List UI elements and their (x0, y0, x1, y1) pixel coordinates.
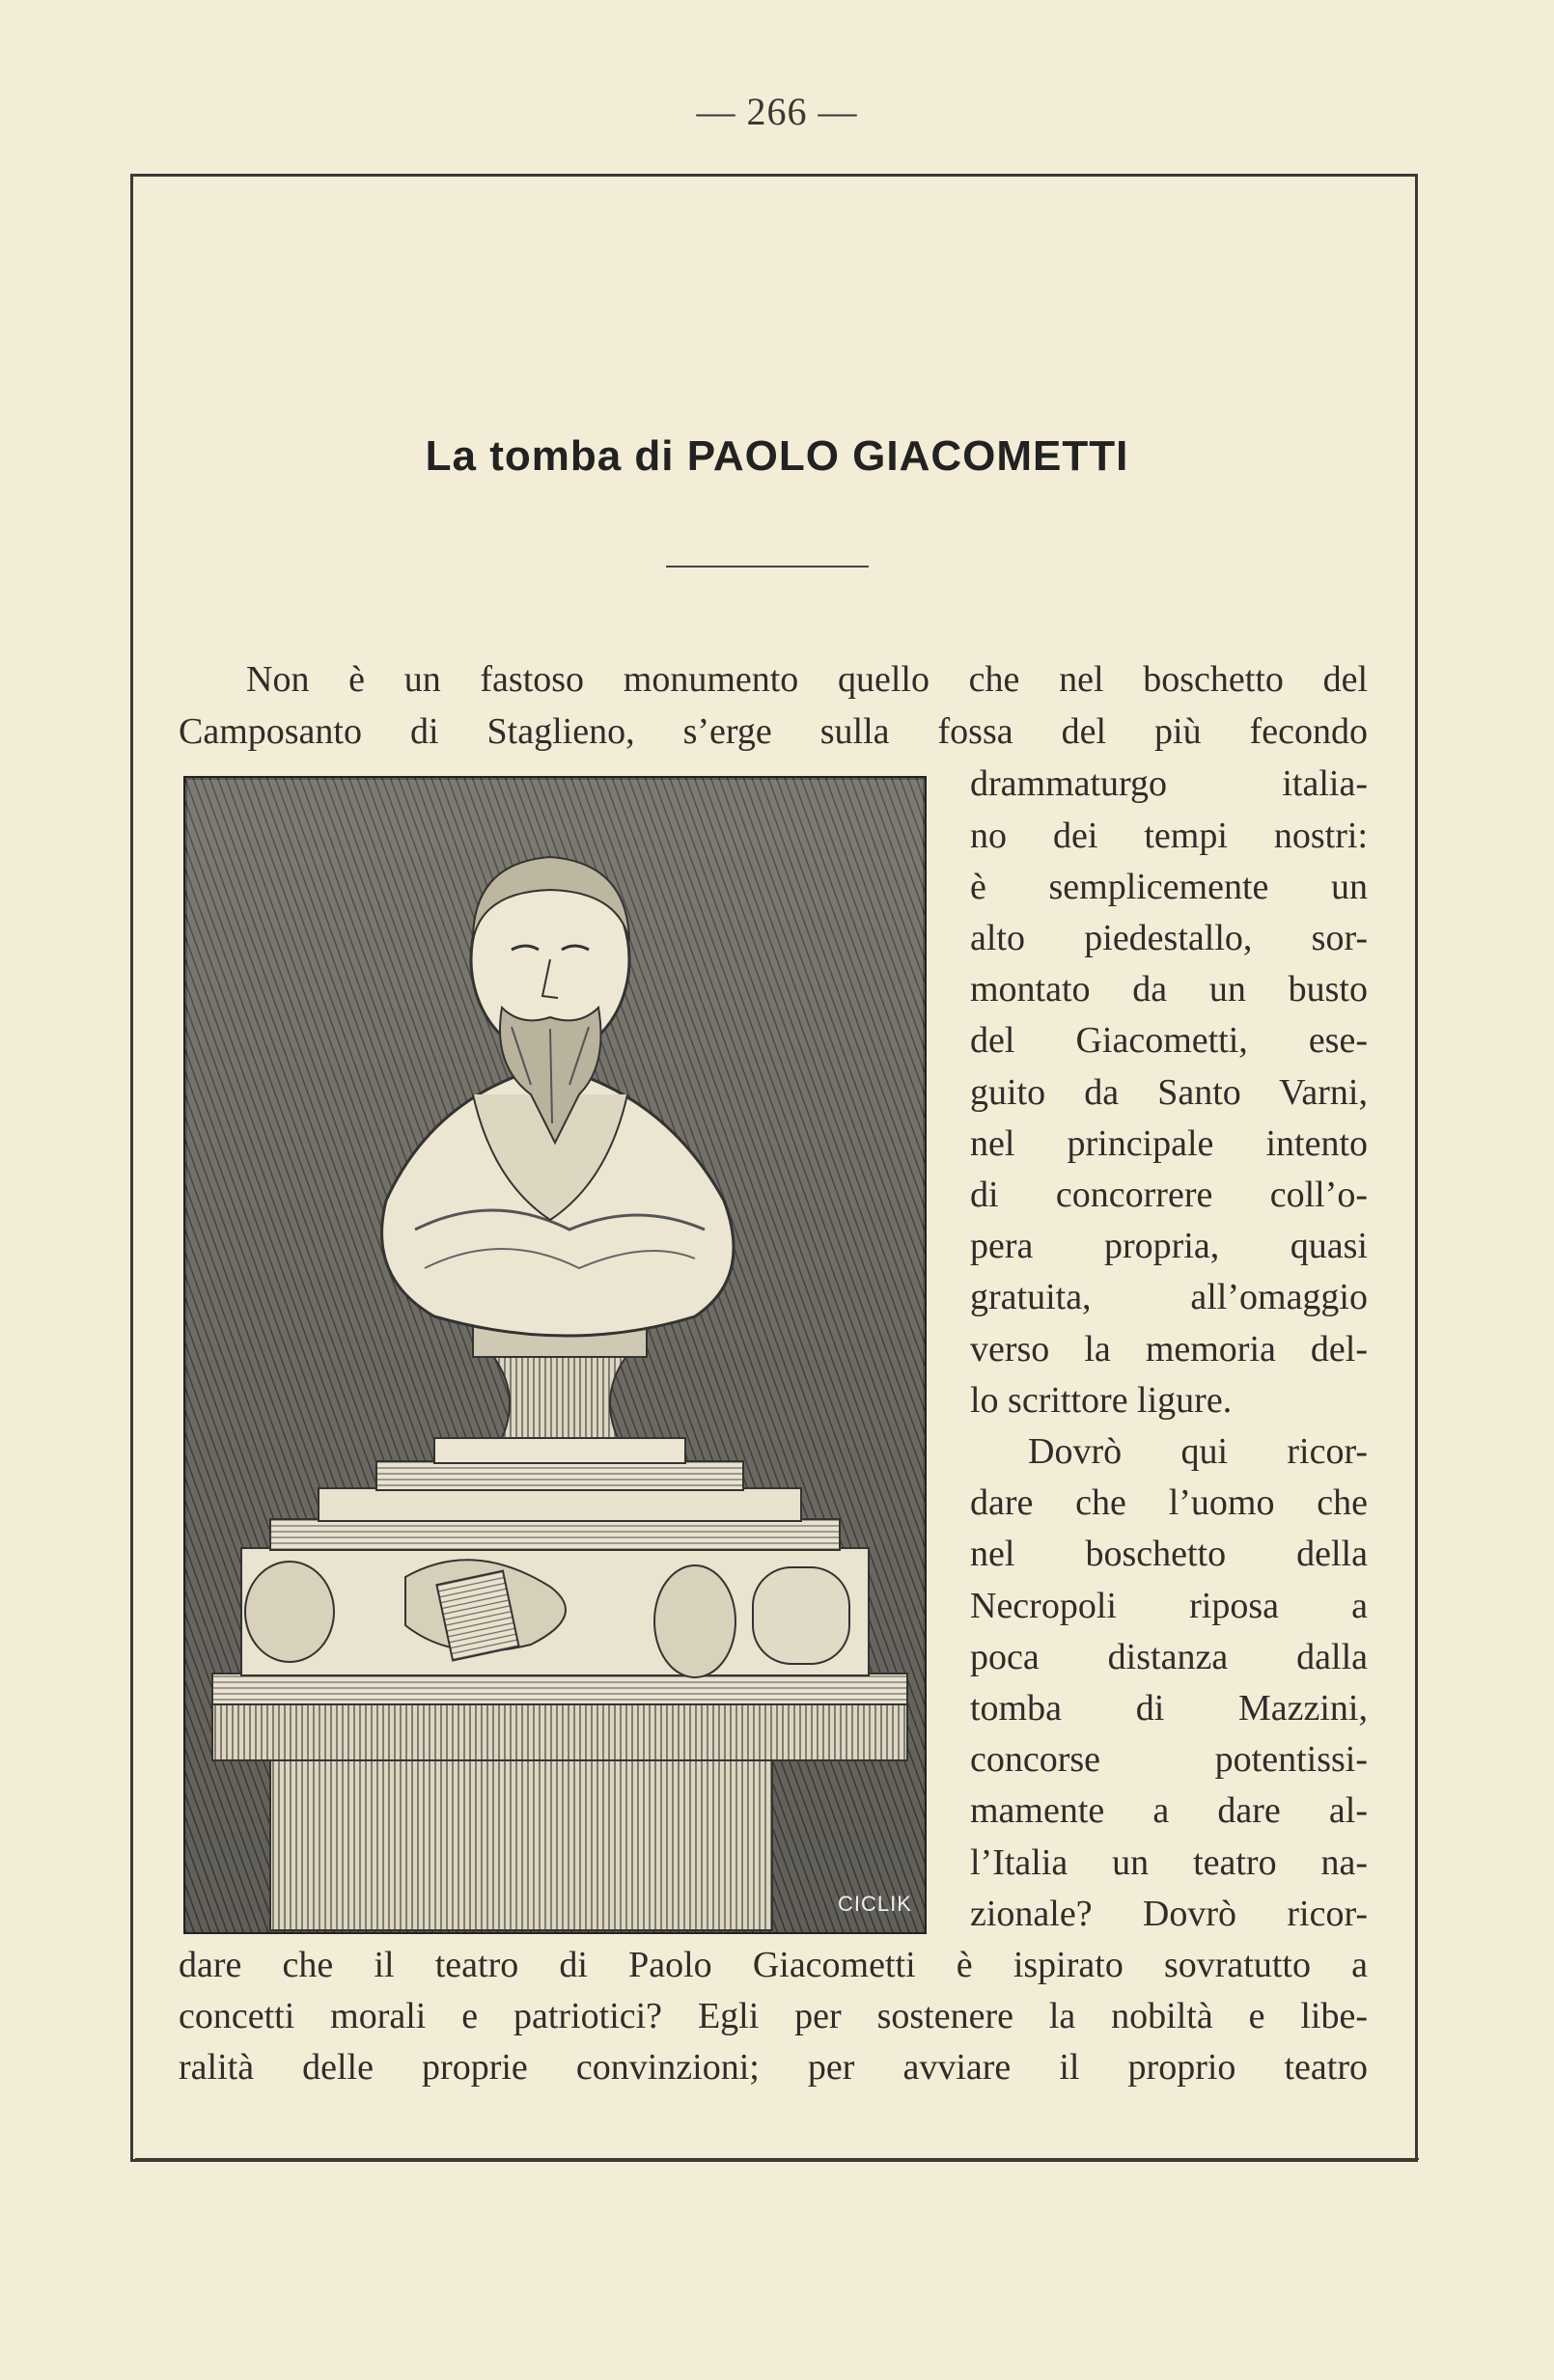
body-line: nel principale intento (970, 1123, 1368, 1164)
body-line: è semplicemente un (970, 867, 1368, 907)
body-line: del Giacometti, ese- (970, 1020, 1368, 1061)
bust-illustration (183, 776, 927, 1934)
engraver-signature: CICLIK (838, 1892, 912, 1916)
body-line: mamente a dare al- (970, 1790, 1368, 1831)
frame-bottom-rule (135, 2158, 1419, 2160)
body-line: nel boschetto della (970, 1534, 1368, 1574)
body-line: l’Italia un teatro na- (970, 1842, 1368, 1883)
body-line: no dei tempi nostri: (970, 816, 1368, 856)
body-line: lo scrittore ligure. (970, 1380, 1233, 1421)
body-line: Necropoli riposa a (970, 1586, 1368, 1626)
body-line: drammaturgo italia- (970, 763, 1368, 804)
body-line: poca distanza dalla (970, 1637, 1368, 1677)
page-number: — 266 — (696, 90, 858, 133)
body-line: gratuita, all’omaggio (970, 1277, 1368, 1317)
body-line: concorse potentissi- (970, 1739, 1368, 1780)
body-line: pera propria, quasi (970, 1226, 1368, 1266)
body-line: dare che l’uomo che (970, 1482, 1368, 1523)
title-divider (666, 566, 869, 567)
body-line: di concorrere coll’o- (970, 1175, 1368, 1215)
body-line: dare che il teatro di Paolo Giacometti è ispirato sovratutto a (179, 1945, 1368, 1985)
body-line: verso la memoria del- (970, 1329, 1368, 1370)
body-line: zionale? Dovrò ricor- (970, 1894, 1368, 1934)
body-line: alto piedestallo, sor- (970, 918, 1368, 958)
body-line: Dovrò qui ricor- (1028, 1431, 1368, 1472)
body-line: Non è un fastoso monumento quello che nel boschetto del (246, 659, 1368, 700)
article-title: La tomba di PAOLO GIACOMETTI (425, 432, 1129, 480)
body-line: Camposanto di Staglieno, s’erge sulla fossa del più fecondo (179, 711, 1368, 752)
body-line: concetti morali e patriotici? Egli per sostenere la nobiltà e libe- (179, 1996, 1368, 2036)
body-line: ralità delle proprie convinzioni; per avviare il proprio teatro (179, 2047, 1368, 2088)
body-line: montato da un busto (970, 969, 1368, 1010)
body-line: tomba di Mazzini, (970, 1688, 1368, 1729)
body-line: guito da Santo Varni, (970, 1072, 1368, 1113)
